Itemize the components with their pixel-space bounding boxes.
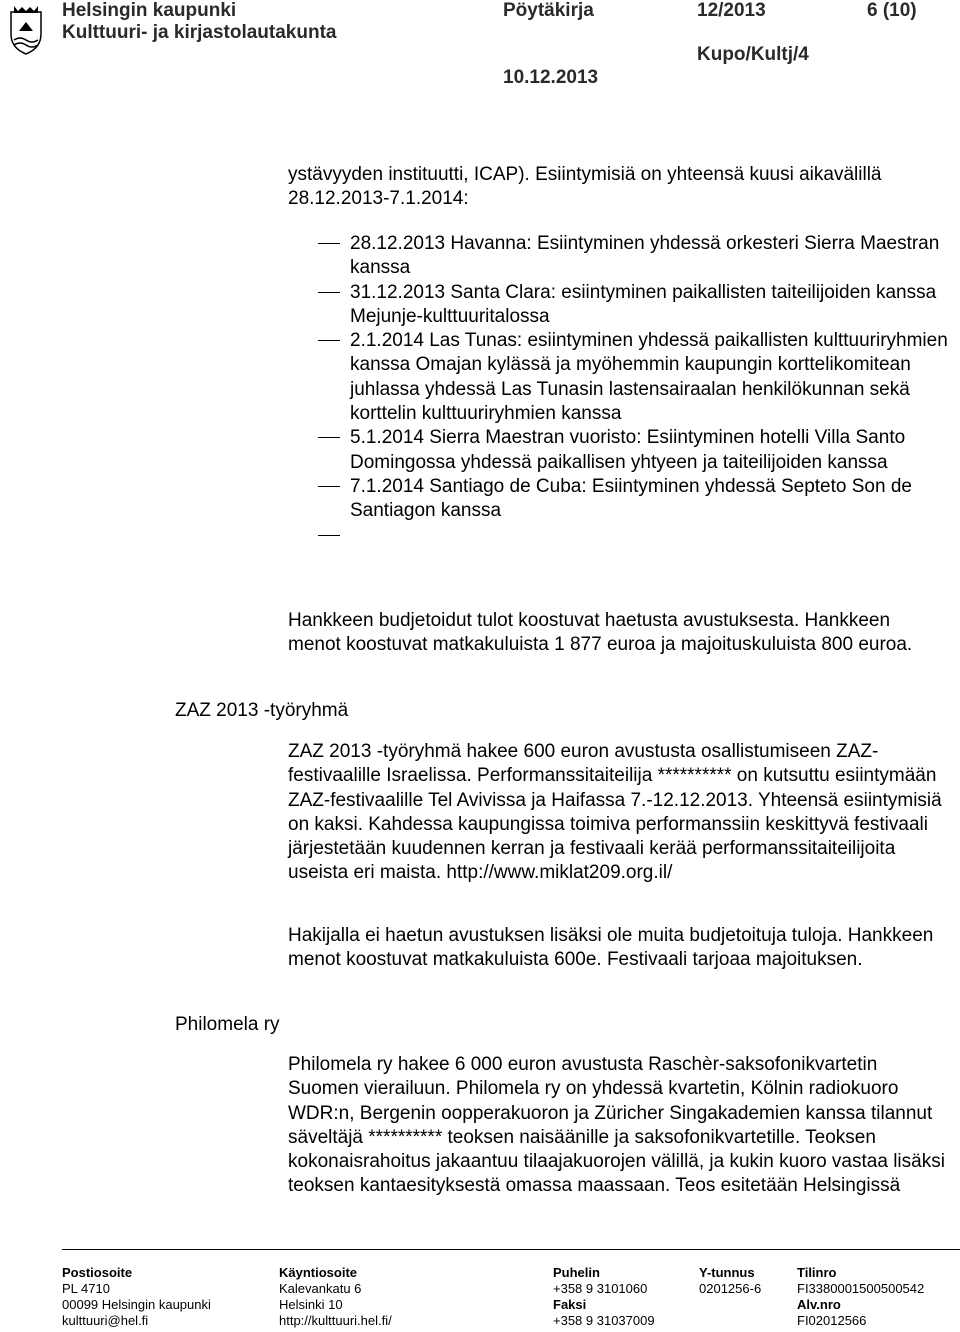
footer-postal-heading: Postiosoite — [62, 1265, 133, 1280]
footer-website-link[interactable]: http://kulttuuri.hel.fi/ — [279, 1313, 392, 1328]
performance-list — [288, 232, 948, 548]
list-item — [288, 524, 948, 548]
footer-account-number: FI3380001500500542 — [797, 1281, 925, 1296]
list-item — [288, 426, 948, 475]
footer-postal-city: 00099 Helsingin kaupunki — [62, 1297, 211, 1312]
org-committee: Kulttuuri- ja kirjastolautakunta — [62, 22, 337, 43]
footer-fax-heading: Faksi — [553, 1297, 587, 1312]
dash-bullet-icon — [318, 535, 340, 536]
budget-paragraph: Hankkeen budjetoidut tulot koostuvat haetusta avustuksesta. Hankkeen menot koostuvat matkakuluista 1 877 euroa ja majoituskuluista 800 euroa. — [288, 610, 913, 656]
footer-vat-heading: Alv.nro — [797, 1297, 841, 1312]
list-item-text: 5.1.2014 Sierra Maestran vuoristo: Esiintyminen hotelli Villa Santo Domingossa yhdessä paikallisen yhtyeen ja taiteilijoiden kanssa — [350, 427, 906, 473]
list-item — [288, 329, 948, 426]
footer-visit-city: Helsinki 10 — [279, 1297, 343, 1312]
footer-postal-box: PL 4710 — [62, 1281, 110, 1296]
footer-ytunnus — [699, 1265, 761, 1297]
footer-divider — [62, 1249, 960, 1250]
footer-email-link[interactable]: kulttuuri@hel.fi — [62, 1313, 149, 1328]
org-name: Helsingin kaupunki — [62, 0, 237, 21]
footer-account — [797, 1265, 924, 1329]
intro-line-1: ystävyyden instituutti, ICAP). Esiintymisiä on yhteensä kuusi aikavälillä — [288, 164, 882, 185]
footer-postal — [62, 1265, 211, 1329]
dash-bullet-icon — [318, 437, 340, 438]
meeting-date: 10.12.2013 — [503, 67, 599, 88]
page-number: 6 (10) — [867, 0, 917, 21]
footer-account-heading: Tilinro — [797, 1265, 837, 1280]
list-item-text: 7.1.2014 Santiago de Cuba: Esiintyminen yhdessä Septeto Son de Santiagon kanssa — [350, 475, 912, 522]
footer-fax-number: +358 9 31037009 — [553, 1313, 655, 1328]
list-item — [288, 475, 948, 524]
footer-visit — [279, 1265, 392, 1329]
zaz-paragraph-2: Hakijalla ei haetun avustuksen lisäksi ole muita budjetoituja tuloja. Hankkeen menot koostuvat matkakuluista 600e. Festivaali tarjoaa majoituksen. — [288, 925, 934, 971]
footer-visit-heading: Käyntiosoite — [279, 1265, 358, 1280]
doc-reference: Kupo/Kultj/4 — [697, 44, 809, 65]
dash-bullet-icon — [318, 486, 340, 487]
footer-ytunnus-heading: Y-tunnus — [699, 1265, 755, 1280]
helsinki-crest-icon — [6, 4, 46, 56]
footer-vat-number: FI02012566 — [797, 1313, 867, 1328]
list-item — [288, 232, 948, 281]
list-item-text: 28.12.2013 Havanna: Esiintyminen yhdessä orkesteri Sierra Maestran kanssa — [350, 233, 940, 279]
dash-bullet-icon — [318, 292, 340, 293]
footer-visit-street: Kalevankatu 6 — [279, 1281, 362, 1296]
doc-type: Pöytäkirja — [503, 0, 594, 21]
doc-number: 12/2013 — [697, 0, 766, 21]
zaz-paragraph-1: ZAZ 2013 -työryhmä hakee 600 euron avustusta osallistumiseen ZAZ-festivaalille Israelissa. Performanssitaiteilija ********** on kutsuttu esiintymään ZAZ-festivaalille Tel Avivissa ja Haifassa 7.-12.12.2013. Yhteensä esiintymisiä on kaksi. Kahdessa kaupungissa toimiva performanssiin keskittyvä festivaali järjestetään kuudennen kerran ja festivaali kerää performanssitaiteilijoita useista eri maista. http://www.miklat209.org.il/ — [288, 741, 942, 884]
section-label-philomela: Philomela ry — [175, 1014, 280, 1035]
dash-bullet-icon — [318, 340, 340, 341]
list-item-text: 2.1.2014 Las Tunas: esiintyminen yhdessä paikallisten kulttuuriryhmien kanssa Omajan kylässä ja myöhemmin kaupungin korttelikomitean juhlassa yhdessä Las Tunasin lastensairaalan henkilökunnan sekä korttelin kulttuuriryhmien kanssa — [350, 330, 948, 425]
footer-phone-heading: Puhelin — [553, 1265, 600, 1280]
footer-phone — [553, 1265, 655, 1329]
intro-paragraph — [288, 163, 948, 212]
footer-ytunnus-value: 0201256-6 — [699, 1281, 762, 1296]
dash-bullet-icon — [318, 243, 340, 244]
intro-line-2: 28.12.2013-7.1.2014: — [288, 188, 469, 210]
list-item — [288, 281, 948, 330]
footer-phone-number: +358 9 3101060 — [553, 1281, 648, 1296]
list-item-text: 31.12.2013 Santa Clara: esiintyminen paikallisten taiteilijoiden kanssa Mejunje-kulttuuritalossa — [350, 281, 937, 327]
philomela-paragraph-1: Philomela ry hakee 6 000 euron avustusta Raschèr-saksofonikvartetin Suomen vierailuun. Philomela ry on yhdessä kvartetin, Kölnin radiokuoro WDR:n, Bergenin oopperakuoron ja Züricher Singakademien kanssa tilannut säveltäjä ********** teoksen naisäänille ja saksofonikvartetille. Teoksen kokonaisrahoitus jakaantuu tilaajakuorojen välillä, ja kukin kuoro vastaa lisäksi teoksen kantaesityksestä omassa maassaan. Teos esitetään Helsingissä — [288, 1054, 945, 1197]
section-label-zaz: ZAZ 2013 -työryhmä — [175, 700, 349, 721]
